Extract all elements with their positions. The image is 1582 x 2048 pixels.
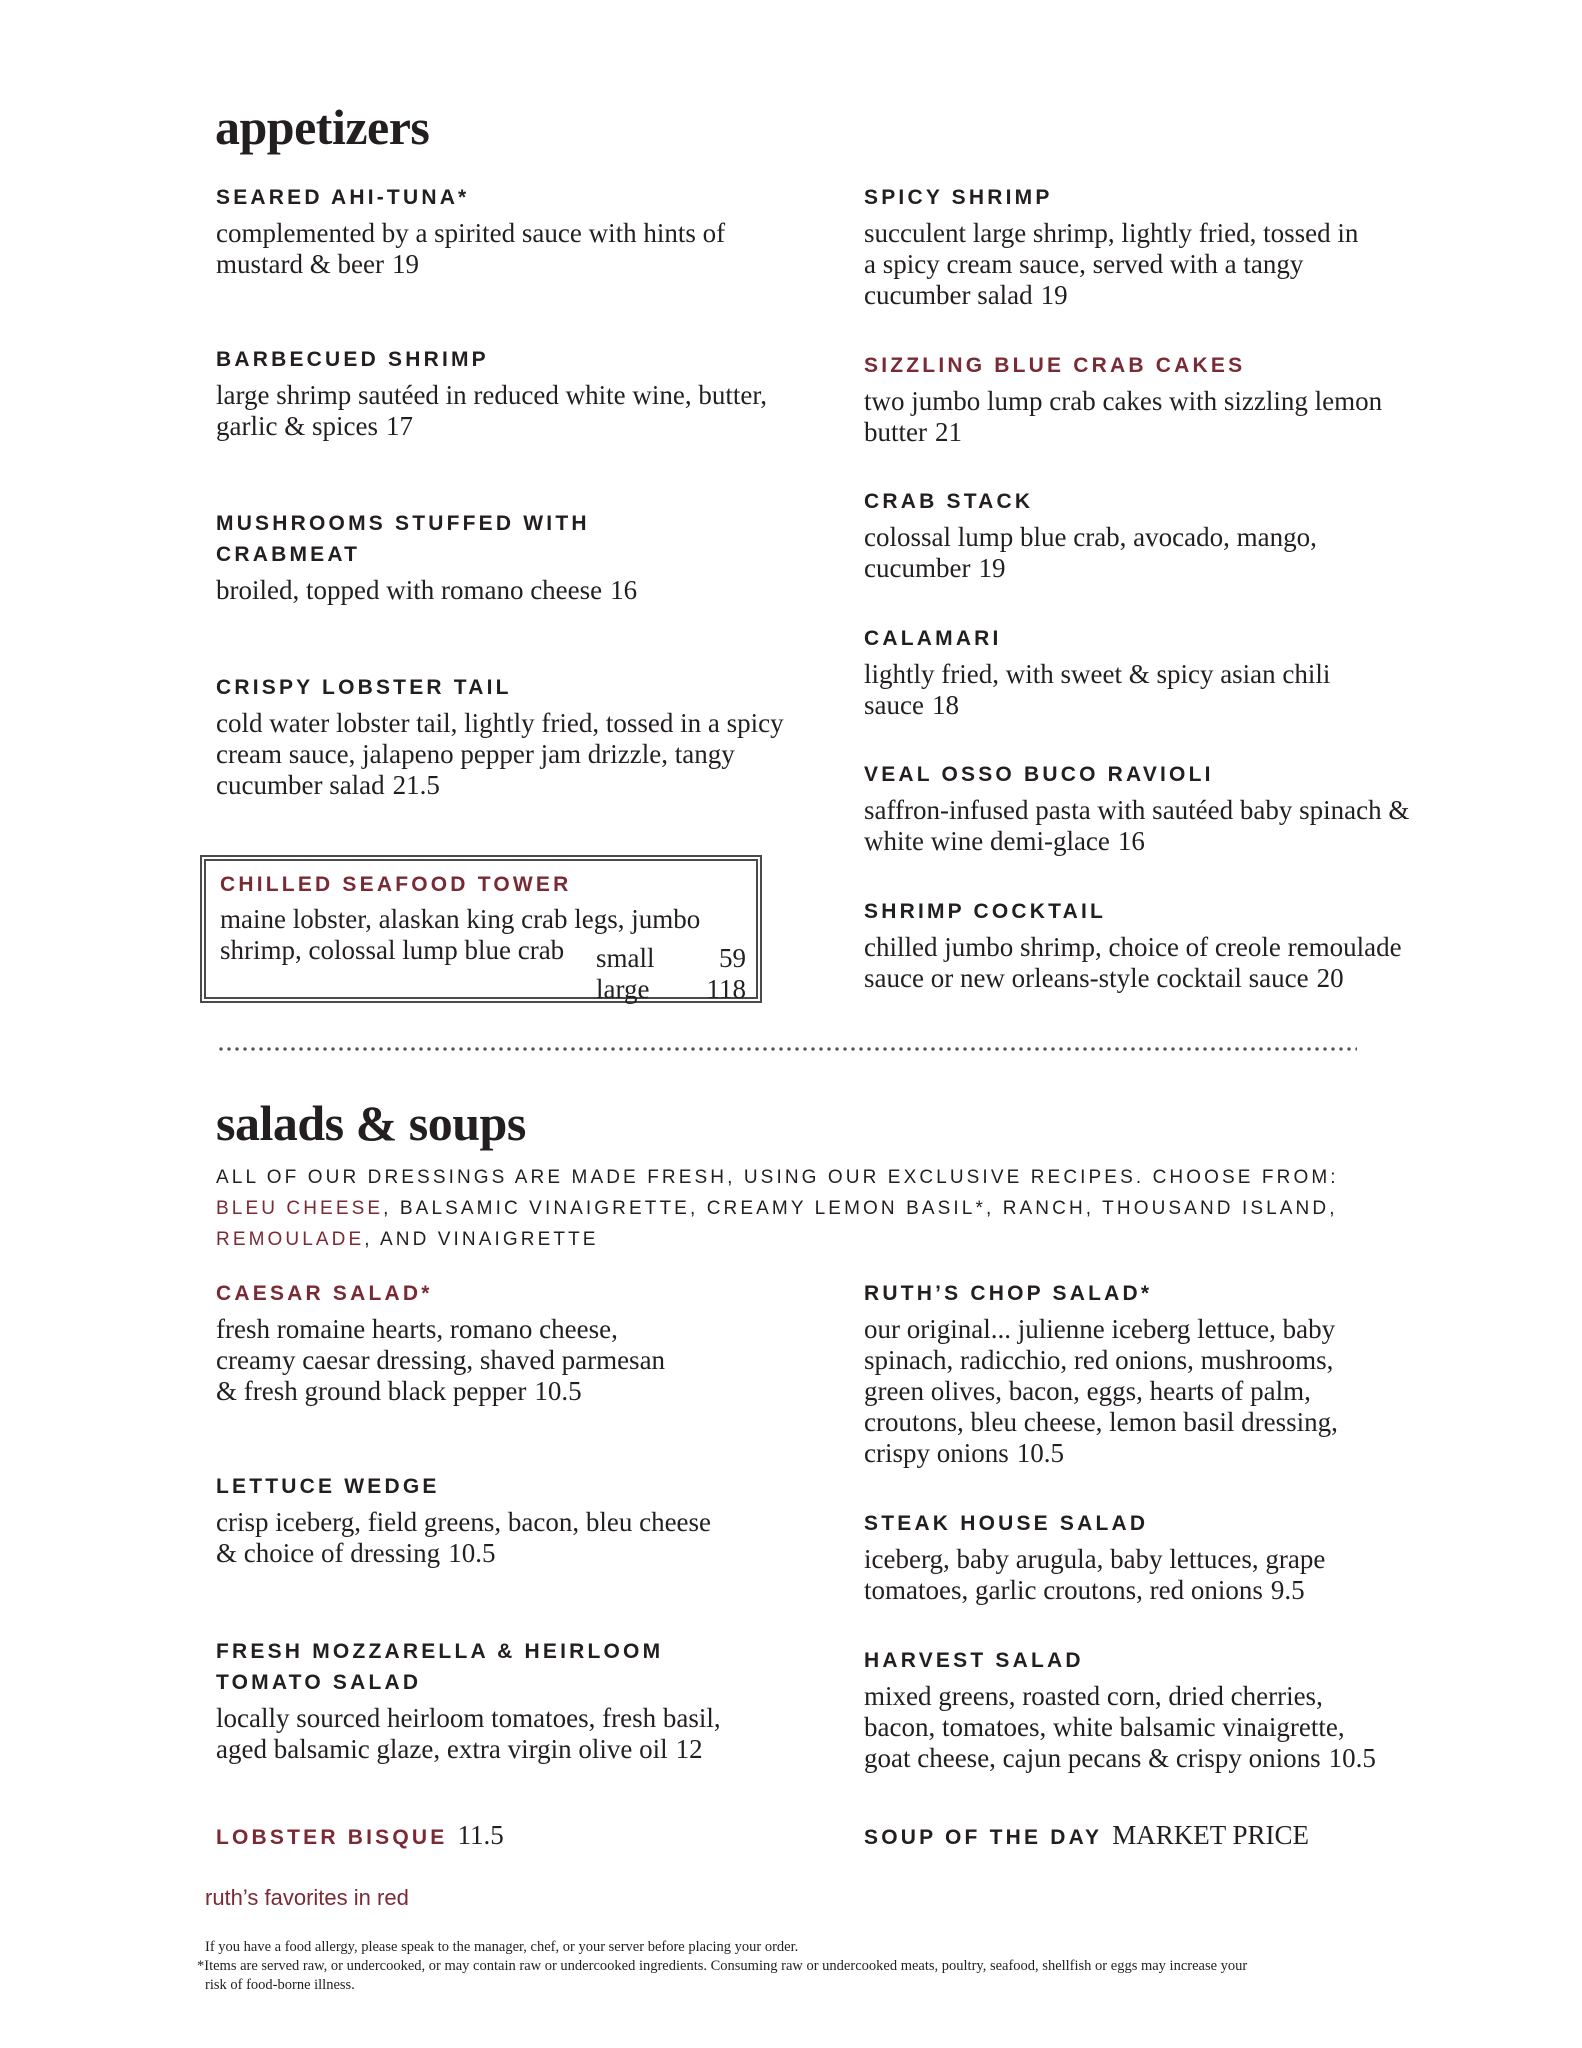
- item-price: 10.5: [1016, 1438, 1064, 1468]
- menu-item-lobster-bisque: [216, 1820, 806, 1853]
- item-price: 21.5: [392, 770, 440, 800]
- menu-item-calamari: [864, 623, 1424, 721]
- item-price: 10.5: [1328, 1743, 1376, 1773]
- item-price: 10.5: [448, 1538, 496, 1568]
- menu-item-steak-house-salad: [864, 1508, 1424, 1606]
- raw-food-warning: *Items are served raw, or undercooked, or may contain raw or undercooked ingredients. Consuming raw or undercooked meats, poultry, seafood, shellfish or eggs may increase your: [197, 1958, 1248, 1974]
- item-description: two jumbo lump crab cakes with sizzling lemon butter 21: [864, 386, 1383, 447]
- item-name: SHRIMP COCKTAIL: [864, 900, 1107, 923]
- item-price: 19: [1040, 280, 1068, 310]
- item-description: lightly fried, with sweet & spicy asian chili sauce 18: [864, 659, 1331, 720]
- dressing-line-3: REMOULADE, AND VINAIGRETTE: [216, 1229, 599, 1250]
- menu-item-sizzling-blue-crab-cakes: [864, 350, 1424, 448]
- item-description: succulent large shrimp, lightly fried, tossed in a spicy cream sauce, served with a tangy cucumber salad 19: [864, 218, 1359, 310]
- menu-item-spicy-shrimp: [864, 182, 1424, 311]
- item-price: 18: [931, 690, 959, 720]
- item-price: 10.5: [534, 1376, 582, 1406]
- item-price: MARKET PRICE: [1112, 1820, 1309, 1850]
- item-price: 20: [1316, 963, 1344, 993]
- size-label: large: [596, 974, 650, 1004]
- item-description: cold water lobster tail, lightly fried, tossed in a spicy cream sauce, jalapeno pepper jam drizzle, tangy cucumber salad 21.5: [216, 708, 784, 800]
- item-price: 21: [934, 417, 962, 447]
- item-description: broiled, topped with romano cheese 16: [216, 575, 638, 605]
- tower-size-prices: [596, 943, 746, 1005]
- menu-item-caesar-salad: [216, 1278, 806, 1407]
- item-name: SPICY SHRIMP: [864, 186, 1053, 209]
- item-price: 16: [610, 575, 638, 605]
- menu-item-lettuce-wedge: [216, 1471, 806, 1569]
- item-name: CRAB STACK: [864, 490, 1034, 513]
- menu-item-soup-of-the-day: [864, 1820, 1464, 1853]
- item-description: mixed greens, roasted corn, dried cherries, bacon, tomatoes, white balsamic vinaigrette, goat cheese, cajun pecans & crispy onions 10.5: [864, 1681, 1376, 1773]
- item-description: fresh romaine hearts, romano cheese, creamy caesar dressing, shaved parmesan & fresh ground black pepper 10.5: [216, 1314, 666, 1406]
- item-price: 9.5: [1270, 1575, 1305, 1605]
- menu-item-harvest-salad: [864, 1645, 1424, 1774]
- menu-item-shrimp-cocktail: [864, 896, 1424, 994]
- item-description: large shrimp sautéed in reduced white wine, butter, garlic & spices 17: [216, 380, 767, 441]
- item-description: colossal lump blue crab, avocado, mango, cucumber 19: [864, 522, 1317, 583]
- item-description: iceberg, baby arugula, baby lettuces, grape tomatoes, garlic croutons, red onions 9.5: [864, 1544, 1326, 1605]
- menu-item-veal-osso-buco-ravioli: [864, 759, 1424, 857]
- item-name: CAESAR SALAD*: [216, 1282, 433, 1305]
- item-name: CRISPY LOBSTER TAIL: [216, 676, 512, 699]
- section-divider: [217, 1045, 1357, 1053]
- item-name: BARBECUED SHRIMP: [216, 348, 489, 371]
- size-price: 59: [719, 943, 746, 973]
- menu-item-crispy-lobster-tail: [216, 672, 806, 801]
- item-description: maine lobster, alaskan king crab legs, jumbo shrimp, colossal lump blue crab: [220, 904, 701, 965]
- item-description: saffron-infused pasta with sautéed baby spinach & white wine demi-glace 16: [864, 795, 1410, 856]
- item-price: 19: [978, 553, 1006, 583]
- item-name: STEAK HOUSE SALAD: [864, 1512, 1149, 1535]
- dressing-note: [216, 1162, 1366, 1255]
- size-price: 118: [706, 974, 746, 1004]
- item-price: 11.5: [457, 1820, 504, 1850]
- salads-soups-title: salads & soups: [216, 1095, 526, 1151]
- item-name: SIZZLING BLUE CRAB CAKES: [864, 354, 1246, 377]
- menu-item-seared-ahi-tuna: [216, 182, 806, 280]
- item-price: 16: [1117, 826, 1145, 856]
- item-name: LETTUCE WEDGE: [216, 1475, 440, 1498]
- item-name: SEARED AHI-TUNA*: [216, 186, 470, 209]
- item-name: SOUP OF THE DAY MARKET PRICE: [864, 1820, 1309, 1850]
- item-name: CALAMARI: [864, 627, 1002, 650]
- menu-item-crab-stack: [864, 486, 1424, 584]
- size-label: small: [596, 943, 655, 973]
- dressing-bleu-cheese: BLEU CHEESE: [216, 1198, 384, 1219]
- item-name: FRESH MOZZARELLA & HEIRLOOM TOMATO SALAD: [216, 1640, 664, 1694]
- size-row-small: [596, 943, 746, 974]
- item-name: HARVEST SALAD: [864, 1649, 1084, 1672]
- favorites-note: ruth’s favorites in red: [205, 1885, 409, 1910]
- menu-item-fresh-mozzarella: [216, 1636, 806, 1765]
- menu-item-mushrooms-stuffed: [216, 508, 806, 606]
- appetizers-title: appetizers: [215, 99, 430, 155]
- item-name: VEAL OSSO BUCO RAVIOLI: [864, 763, 1214, 786]
- menu-item-ruths-chop-salad: [864, 1278, 1424, 1469]
- seafood-tower-box: [200, 855, 762, 1003]
- allergy-notice: If you have a food allergy, please speak to the manager, chef, or your server before placing your order.: [205, 1939, 799, 1955]
- item-name: LOBSTER BISQUE 11.5: [216, 1820, 504, 1850]
- dressing-line-1: ALL OF OUR DRESSINGS ARE MADE FRESH, USING OUR EXCLUSIVE RECIPES. CHOOSE FROM:: [216, 1167, 1339, 1188]
- dressing-line-2: BLEU CHEESE, BALSAMIC VINAIGRETTE, CREAMY LEMON BASIL*, RANCH, THOUSAND ISLAND,: [216, 1198, 1338, 1219]
- item-price: 19: [391, 249, 419, 279]
- item-description: complemented by a spirited sauce with hints of mustard & beer 19: [216, 218, 726, 279]
- menu-item-barbecued-shrimp: [216, 344, 806, 442]
- item-name: RUTH’S CHOP SALAD*: [864, 1282, 1153, 1305]
- item-description: our original... julienne iceberg lettuce, baby spinach, radicchio, red onions, mushrooms, green olives, bacon, eggs, hearts of palm, croutons, bleu cheese, lemon basil dressing, crispy onions 10.5: [864, 1314, 1338, 1468]
- item-price: 12: [675, 1734, 703, 1764]
- item-description: chilled jumbo shrimp, choice of creole remoulade sauce or new orleans-style cocktail sauce 20: [864, 932, 1402, 993]
- dressing-remoulade: REMOULADE: [216, 1229, 365, 1250]
- item-description: crisp iceberg, field greens, bacon, bleu cheese & choice of dressing 10.5: [216, 1507, 712, 1568]
- item-description: locally sourced heirloom tomatoes, fresh basil, aged balsamic glaze, extra virgin olive oil 12: [216, 1703, 721, 1764]
- item-price: 17: [385, 411, 413, 441]
- raw-food-warning-cont: risk of food-borne illness.: [205, 1977, 355, 1993]
- item-name: CHILLED SEAFOOD TOWER: [220, 873, 572, 896]
- item-name: MUSHROOMS STUFFED WITH CRABMEAT: [216, 512, 590, 566]
- size-row-large: [596, 974, 746, 1005]
